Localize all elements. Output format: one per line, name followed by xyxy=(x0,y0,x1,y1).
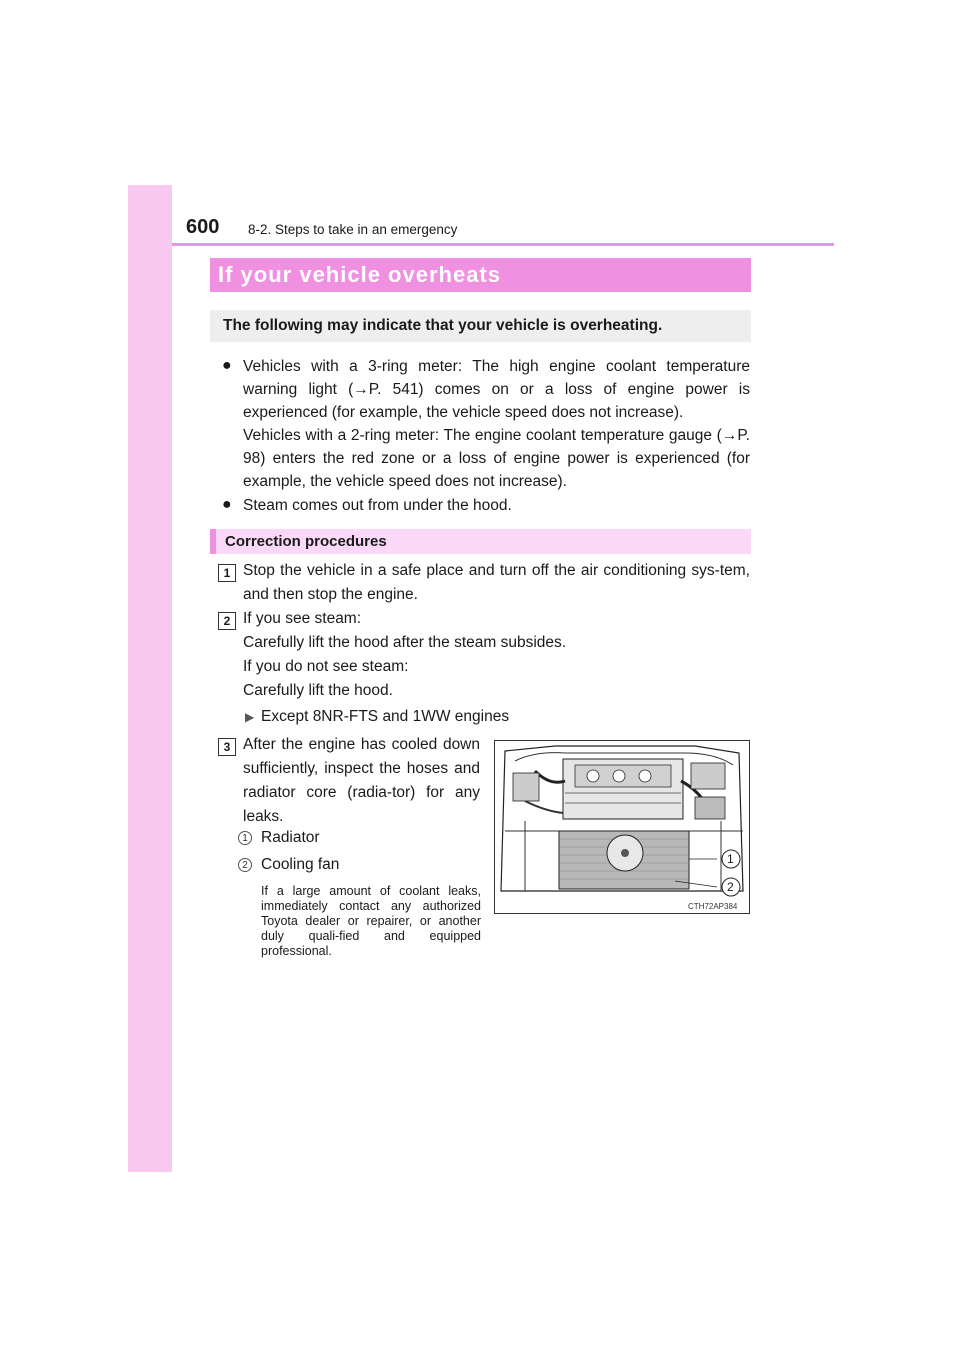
arrow-right-icon: ▶ xyxy=(245,710,255,724)
engine-bay-drawing xyxy=(495,741,749,913)
engine-note: Except 8NR-FTS and 1WW engines xyxy=(261,708,510,725)
figure-callout: 1 xyxy=(727,852,734,866)
bullet-text: Vehicles with a 3-ring meter: The high engine coolant temperature warning light (→P. 541) comes on or a loss of engine power is experienced (for example, the vehicle speed does not increase). xyxy=(243,358,750,421)
step-text: Stop the vehicle in a safe place and turn off the air conditioning sys-tem, and then stop the engine. xyxy=(243,562,750,603)
header-rule xyxy=(172,243,834,246)
step-text: If you see steam: xyxy=(243,610,362,627)
legend-label: Cooling fan xyxy=(261,856,340,873)
step-text: Carefully lift the hood. xyxy=(243,682,393,699)
figure-callout: 2 xyxy=(727,880,734,894)
figure-caption: CTH72AP384 xyxy=(688,902,738,911)
correction-title: Correction procedures xyxy=(225,533,387,550)
page-number: 600 xyxy=(186,216,220,238)
bullet-text: Steam comes out from under the hood. xyxy=(243,497,512,514)
coolant-note: If a large amount of coolant leaks, immediately contact any authorized Toyota dealer or repairer, or another duly quali-fied and equipped professional. xyxy=(261,884,481,958)
bullet-dot-icon: ● xyxy=(222,496,232,513)
bullet-dot-icon: ● xyxy=(222,357,232,374)
section-header: 8-2. Steps to take in an emergency xyxy=(248,222,458,237)
legend-number: 2 xyxy=(238,858,252,872)
bullet-item xyxy=(222,494,750,517)
step-text: After the engine has cooled down sufficiently, inspect the hoses and radiator core (radia-tor) for any leaks. xyxy=(243,736,480,825)
step-text: If you do not see steam: xyxy=(243,658,409,675)
legend-label: Radiator xyxy=(261,829,320,846)
bullet-text: Vehicles with a 2-ring meter: The engine coolant temperature gauge (→P. 98) enters the red zone or a loss of engine power is experienced (for example, the vehicle speed does not increase). xyxy=(243,427,750,490)
step-number: 3 xyxy=(218,738,236,756)
correction-procedures-bar xyxy=(210,529,751,554)
page-title: If your vehicle overheats xyxy=(218,262,501,287)
title-bar xyxy=(210,258,751,292)
step-number: 2 xyxy=(218,612,236,630)
engine-bay-illustration xyxy=(494,740,750,914)
side-strip xyxy=(128,185,172,1172)
legend-number: 1 xyxy=(238,831,252,845)
bullet-item xyxy=(222,355,750,493)
step-number: 1 xyxy=(218,564,236,582)
step-text: Carefully lift the hood after the steam subsides. xyxy=(243,634,567,651)
intro-text: The following may indicate that your vehicle is overheating. xyxy=(223,317,663,334)
intro-box xyxy=(210,310,751,342)
